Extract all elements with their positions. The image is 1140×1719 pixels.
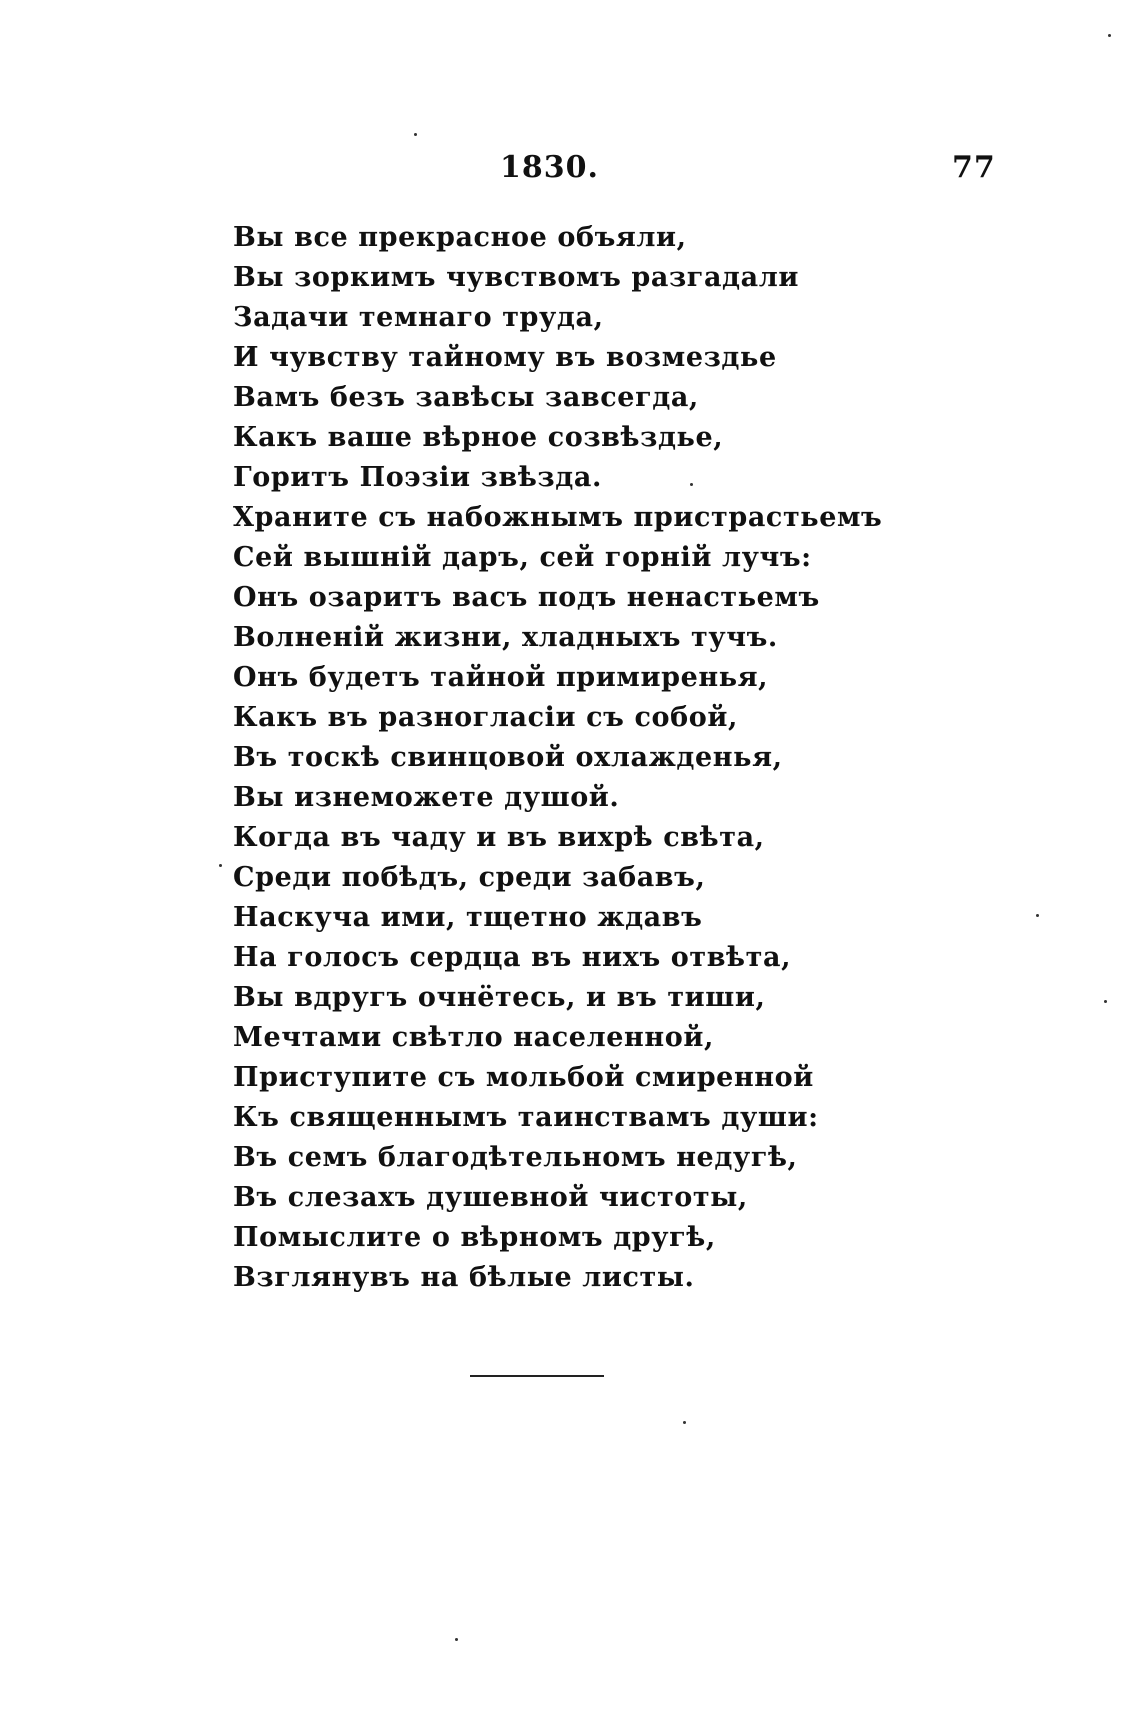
end-rule bbox=[470, 1375, 604, 1377]
poem-line: Какъ въ разногласіи съ собой, bbox=[233, 702, 738, 733]
poem-line: Сей вышній даръ, сей горній лучъ: bbox=[233, 542, 812, 573]
poem-line: Онъ озаритъ васъ подъ ненастьемъ bbox=[233, 582, 820, 613]
running-head-year: 1830. bbox=[500, 150, 599, 185]
scan-speck bbox=[455, 1638, 458, 1641]
poem-line: Мечтами свѣтло населенной, bbox=[233, 1022, 714, 1053]
poem-line: Взглянувъ на бѣлые листы. bbox=[233, 1262, 695, 1293]
poem-line: Въ тоскѣ свинцовой охлажденья, bbox=[233, 742, 783, 773]
poem-line: Наскуча ими, тщетно ждавъ bbox=[233, 902, 703, 933]
scan-speck bbox=[1104, 1000, 1107, 1003]
poem-line: Къ священнымъ таинствамъ души: bbox=[233, 1102, 819, 1133]
poem-line: Задачи темнаго труда, bbox=[233, 302, 604, 333]
poem-line: Вы все прекрасное объяли, bbox=[233, 222, 687, 253]
poem-line: Какъ ваше вѣрное созвѣздье, bbox=[233, 422, 724, 453]
scan-speck bbox=[1036, 914, 1039, 917]
poem-line: Волненій жизни, хладныхъ тучъ. bbox=[233, 622, 778, 653]
poem-line: Помыслите о вѣрномъ другѣ, bbox=[233, 1222, 716, 1253]
page-number: 77 bbox=[952, 150, 996, 185]
poem-line: Онъ будетъ тайной примиренья, bbox=[233, 662, 769, 693]
poem-line: Приступите съ мольбой смиренной bbox=[233, 1062, 814, 1093]
scan-speck bbox=[690, 483, 693, 486]
poem-line: Вы вдругъ очнётесь, и въ тиши, bbox=[233, 982, 766, 1013]
scan-speck bbox=[1108, 34, 1111, 37]
poem-line: Вы зоркимъ чувствомъ разгадали bbox=[233, 262, 800, 293]
poem-line: Вамъ безъ завѣсы завсегда, bbox=[233, 382, 699, 413]
poem-line: На голосъ сердца въ нихъ отвѣта, bbox=[233, 942, 792, 973]
scan-speck bbox=[414, 133, 417, 136]
poem-line: Въ слезахъ душевной чистоты, bbox=[233, 1182, 748, 1213]
poem-line: Горитъ Поэзіи звѣзда. bbox=[233, 462, 602, 493]
poem-line: Среди побѣдъ, среди забавъ, bbox=[233, 862, 706, 893]
poem-line: И чувству тайному въ возмездье bbox=[233, 342, 777, 373]
poem-line: Когда въ чаду и въ вихрѣ свѣта, bbox=[233, 822, 765, 853]
poem-line: Храните съ набожнымъ пристрастьемъ bbox=[233, 502, 883, 533]
poem-text bbox=[233, 218, 882, 1298]
poem-line: Въ семъ благодѣтельномъ недугѣ, bbox=[233, 1142, 798, 1173]
scan-speck bbox=[219, 864, 222, 867]
scan-speck bbox=[683, 1421, 686, 1424]
poem-line: Вы изнеможете душой. bbox=[233, 782, 620, 813]
